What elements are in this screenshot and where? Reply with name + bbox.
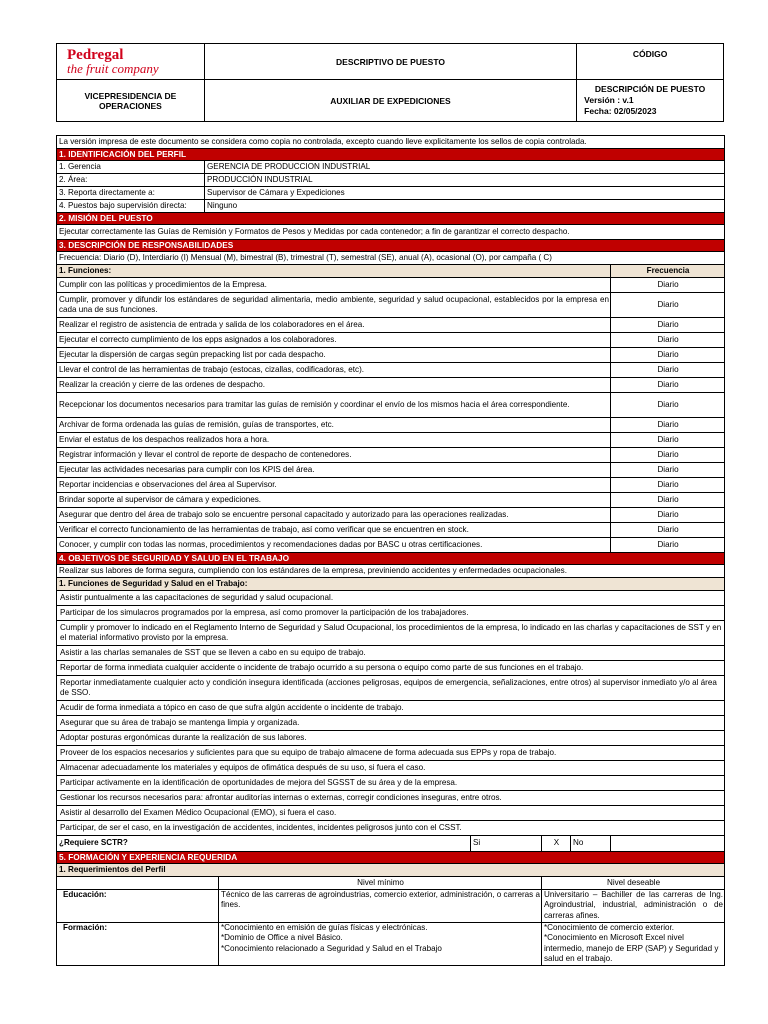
function-text: Asegurar que dentro del área de trabajo solo se encuentre personal capacitado y autorizado para las operaciones realizadas. [57,508,611,523]
ident-label: 3. Reporta directamente a: [57,187,205,200]
function-frequency: Diario [611,523,725,538]
educacion-deseable: Universitario – Bachiller de las carreras de Ing. Agroindustrial, industrial, administración o de carreras afines. [542,890,725,923]
function-frequency: Diario [611,333,725,348]
function-text: Archivar de forma ordenada las guías de remisión, guías de transportes, etc. [57,418,611,433]
function-frequency: Diario [611,278,725,293]
function-frequency: Diario [611,363,725,378]
vp-line1: VICEPRESIDENCIA DE [84,90,177,101]
company-logo [57,44,205,80]
function-row [57,363,725,378]
formacion-deseable [542,923,725,966]
sst-row [57,731,725,746]
nivel-deseable-header: Nivel deseable [542,877,725,890]
function-row [57,463,725,478]
sst-row [57,621,725,646]
formacion-minimo [219,923,542,966]
function-frequency: Diario [611,378,725,393]
funciones-label: 1. Funciones: [57,265,611,278]
vp-line2: OPERACIONES [99,100,162,111]
sst-text: Asegurar que su área de trabajo se mantenga limpia y organizada. [57,716,725,731]
ident-label: 1. Gerencia [57,161,205,174]
position-title: AUXILIAR DE EXPEDICIONES [204,80,576,122]
nivel-blank [57,877,219,890]
fecha: Fecha: 02/05/2023 [584,106,657,116]
sctr-blank [611,836,725,852]
ident-label: 2. Área: [57,174,205,187]
function-frequency: Diario [611,393,725,418]
sst-row [57,701,725,716]
function-text: Registrar información y llevar el control de reporte de despacho de contenedores. [57,448,611,463]
function-row [57,378,725,393]
formacion-des-item: *Conocimiento de comercio exterior. [544,923,675,932]
sst-row [57,591,725,606]
sst-row [57,606,725,621]
sst-row [57,646,725,661]
function-row [57,493,725,508]
ident-value: Ninguno [205,200,725,213]
function-row [57,478,725,493]
sst-text: Adoptar posturas ergonómicas durante la realización de sus labores. [57,731,725,746]
function-text: Ejecutar las actividades necesarias para cumplir con los KPIS del área. [57,463,611,478]
function-row [57,333,725,348]
codigo-label: CÓDIGO [577,44,724,80]
function-row [57,433,725,448]
document-page [56,43,724,966]
sst-row [57,661,725,676]
function-row [57,538,725,553]
logo-name: Pedregal [67,47,124,63]
sst-row [57,746,725,761]
req-perfil-label: 1. Requerimientos del Perfil [57,864,725,877]
section-formacion: 5. FORMACIÓN Y EXPERIENCIA REQUERIDA [57,852,725,864]
educacion-label: Educación: [57,890,219,923]
sst-row [57,821,725,836]
version-box [577,80,724,122]
function-frequency: Diario [611,493,725,508]
sctr-no: No [571,836,611,852]
function-text: Conocer, y cumplir con todas las normas, procedimientos y recomendaciones dadas por BASC u otras certificaciones. [57,538,611,553]
sst-text: Participar, de ser el caso, en la investigación de accidentes, incidentes, incidentes peligrosos junto con el CSST. [57,821,725,836]
ident-row [57,174,725,187]
ident-row [57,161,725,174]
sst-text: Reportar inmediatamente cualquier acto y condición insegura identificada (acciones peligrosas, equipos de emergencia, señalizaciones, entre otros) al supervisor inmediato y/o al área de SSO. [57,676,725,701]
function-frequency: Diario [611,463,725,478]
sst-text: Almacenar adecuadamente los materiales y equipos de ofimática después de su uso, si fuera el caso. [57,761,725,776]
section-mision: 2. MISIÓN DEL PUESTO [57,213,725,225]
vicepresidencia [57,80,205,122]
function-row [57,393,725,418]
function-row [57,293,725,318]
sst-text: Asistir puntualmente a las capacitaciones de seguridad y salud ocupacional. [57,591,725,606]
ident-value: Supervisor de Cámara y Expediciones [205,187,725,200]
frecuencia-note: Frecuencia: Diario (D), Interdiario (I) Mensual (M), bimestral (B), trimestral (T), semestral (SE), anual (A), ocasional (O), por campaña ( C) [57,252,725,265]
function-row [57,278,725,293]
function-text: Cumplir con las políticas y procedimientos de la Empresa. [57,278,611,293]
formacion-des-item: *Conocimiento en Microsoft Excel nivel intermedio, manejo de ERP (SAP) y Seguridad y salud en el trabajo. [544,933,719,964]
sst-text: Participar activamente en la identificación de oportunidades de mejora del SGSST de su área y de la empresa. [57,776,725,791]
section-identificacion: 1. IDENTIFICACIÓN DEL PERFIL [57,149,725,161]
function-frequency: Diario [611,293,725,318]
ident-row [57,200,725,213]
sst-text: Cumplir y promover lo indicado en el Reglamento Interno de Seguridad y Salud Ocupacional, los procedimientos de la empresa, lo indicado en las charlas y capacitaciones de SST y en el material informativo provisto por la empresa. [57,621,725,646]
ident-label: 4. Puestos bajo supervisión directa: [57,200,205,213]
profile-table [56,135,725,966]
frecuencia-header: Frecuencia [611,265,725,278]
notice-text: La versión impresa de este documento se considera como copia no controlada, excepto cuando lleve explicitamente los sellos de copia controlada. [57,136,725,149]
function-text: Ejecutar el correcto cumplimiento de los epps asignados a los colaboradores. [57,333,611,348]
function-frequency: Diario [611,448,725,463]
function-text: Cumplir, promover y difundir los estándares de seguridad alimentaria, medio ambiente, seguridad y salud ocupacional, establecidos por la empresa en cada una de sus funciones. [57,293,611,318]
function-text: Realizar la creación y cierre de las ordenes de despacho. [57,378,611,393]
function-text: Ejecutar la dispersión de cargas según prepacking list por cada despacho. [57,348,611,363]
ident-row [57,187,725,200]
section-responsabilidades: 3. DESCRIPCIÓN DE RESPONSABILIDADES [57,240,725,252]
sst-text: Acudir de forma inmediata a tópico en caso de que sufra algún accidente o incidente de trabajo. [57,701,725,716]
sctr-mark: X [542,836,571,852]
document-title: DESCRIPTIVO DE PUESTO [204,44,576,80]
function-frequency: Diario [611,318,725,333]
function-row [57,523,725,538]
function-text: Reportar incidencias e observaciones del área al Supervisor. [57,478,611,493]
desc-label: DESCRIPCIÓN DE PUESTO [594,84,706,94]
function-frequency: Diario [611,433,725,448]
sst-text: Participar de los simulacros programados por la empresa, así como promover la participación de los trabajadores. [57,606,725,621]
sst-text: Gestionar los recursos necesarios para: afrontar auditorías internas o externas, corregir condiciones inseguras, entre otros. [57,791,725,806]
function-text: Verificar el correcto funcionamiento de las herramientas de trabajo, así como verificar que se encuentren en stock. [57,523,611,538]
function-text: Llevar el control de las herramientas de trabajo (estocas, cizallas, codificadoras, etc). [57,363,611,378]
function-frequency: Diario [611,478,725,493]
sst-text: Asistir al desarrollo del Examen Médico Ocupacional (EMO), si fuera el caso. [57,806,725,821]
function-frequency: Diario [611,538,725,553]
function-text: Recepcionar los documentos necesarios para tramitar las guías de remisión y coordinar el envío de los mismos hacia el área correspondiente. [57,393,611,418]
sst-row [57,676,725,701]
function-text: Realizar el registro de asistencia de entrada y salida de los colaboradores en el área. [57,318,611,333]
formacion-label: Formación: [57,923,219,966]
function-row [57,348,725,363]
function-text: Brindar soporte al supervisor de cámara y expediciones. [57,493,611,508]
logo-tagline: the fruit company [67,61,159,76]
nivel-minimo-header: Nivel mínimo [219,877,542,890]
sst-funciones-label: 1. Funciones de Seguridad y Salud en el Trabajo: [57,578,725,591]
sst-row [57,761,725,776]
function-row [57,418,725,433]
function-frequency: Diario [611,418,725,433]
formacion-min-item: *Conocimiento relacionado a Seguridad y Salud en el Trabajo [221,943,442,953]
sst-text: Reportar de forma inmediata cualquier accidente o incidente de trabajo ocurrido a su persona o equipo como parte de sus funciones en el trabajo. [57,661,725,676]
sctr-si: Si [471,836,542,852]
sst-row [57,776,725,791]
function-row [57,318,725,333]
ident-value: GERENCIA DE PRODUCCION INDUSTRIAL [205,161,725,174]
formacion-min-item: *Dominio de Office a nivel Básico. [221,933,343,943]
sst-row [57,791,725,806]
sst-row [57,716,725,731]
function-text: Enviar el estatus de los despachos realizados hora a hora. [57,433,611,448]
formacion-min-item: *Conocimiento en emisión de guías físicas y electrónicas. [221,923,428,932]
seguridad-intro: Realizar sus labores de forma segura, cumpliendo con los estándares de la empresa, previniendo accidentes y enfermedades ocupacionales. [57,565,725,578]
ident-value: PRODUCCIÓN INDUSTRIAL [205,174,725,187]
function-row [57,448,725,463]
function-frequency: Diario [611,348,725,363]
sst-text: Proveer de los espacios necesarios y suficientes para que su equipo de trabajo almacene de forma adecuada sus EPPs y ropa de trabajo. [57,746,725,761]
section-seguridad: 4. OBJETIVOS DE SEGURIDAD Y SALUD EN EL TRABAJO [57,553,725,565]
header-table [56,43,724,122]
mision-text: Ejecutar correctamente las Guías de Remisión y Formatos de Pesos y Medidas por cada contenedor; a fin de garantizar el correcto despacho. [57,225,725,240]
function-frequency: Diario [611,508,725,523]
educacion-minimo: Técnico de las carreras de agroindustrias, comercio exterior, administración, o carreras a fines. [219,890,542,923]
function-row [57,508,725,523]
sst-text: Asistir a las charlas semanales de SST que se lleven a cabo en su equipo de trabajo. [57,646,725,661]
sst-row [57,806,725,821]
sctr-question: ¿Requiere SCTR? [57,836,471,852]
version: Versión : v.1 [584,95,634,105]
